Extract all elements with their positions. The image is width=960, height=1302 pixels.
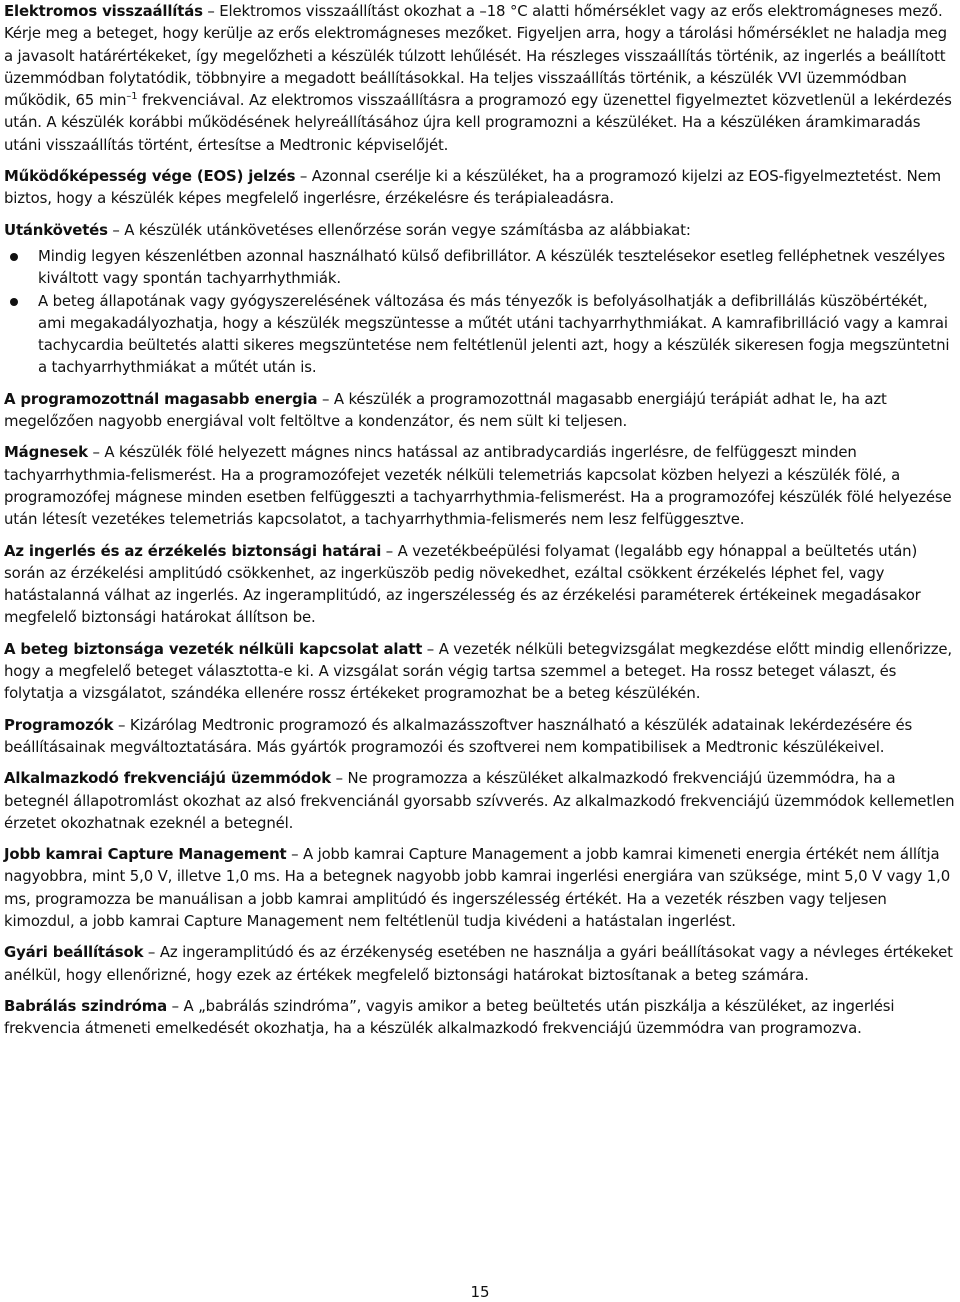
paragraph-capture-management <box>4 843 958 932</box>
paragraph-text: A készülék a programozottnál magasabb energiájú terápiát adhat le, ha azt megelőzően nagyobb energiával volt feltöltve a kondenzátor, és nem sült ki teljesen. <box>4 389 887 431</box>
term-heading: Jobb kamrai Capture Management <box>4 845 287 864</box>
term-heading: Babrálás szindróma <box>4 996 167 1015</box>
paragraph-text: Kizárólag Medtronic programozó és alkalmazásszoftver használható a készülék adatainak lekérdezésére és beállításainak megváltoztatására. Más gyártók programozói és szoftverei nem kompatibilisek a Medtronic készülékeivel. <box>4 715 913 756</box>
paragraph-eos-jelzes <box>4 165 958 210</box>
paragraph-magnesek <box>4 441 958 530</box>
paragraph-text-continued: frekvenciával. Az elektromos visszaállításra a programozó egy üzenettel figyelmeztet közvetlenül a lekérdezés után. A készülék korábbi működésének helyreállításához újra kell programozni a készüléket. Ha a készüléken áramkimaradás utáni visszaállítás történt, értesítse a Medtronic képviselőjét. <box>4 91 952 154</box>
superscript-exponent: –1 <box>126 91 138 103</box>
term-heading: A programozottnál magasabb energia <box>4 389 318 408</box>
term-dash: – <box>202 2 220 20</box>
term-dash: – <box>286 845 303 864</box>
term-heading: Mágnesek <box>4 443 88 462</box>
paragraph-alkalmazkodo <box>4 767 958 834</box>
paragraph-magasabb-energia <box>4 388 958 433</box>
paragraph-babralas-szindroma <box>4 995 958 1040</box>
term-dash: – <box>113 715 130 734</box>
term-heading: Működőképesség vége (EOS) jelzés <box>4 167 296 186</box>
term-dash: – <box>317 389 334 408</box>
term-dash: – <box>166 996 184 1015</box>
list-item-text: Mindig legyen készenlétben azonnal használható külső defibrillátor. A készülék tesztelésekor esetleg felléphetnek veszélyes kiváltott vagy spontán tachyarrhythmiák. <box>38 246 945 288</box>
paragraph-text: Elektromos visszaállítást okozhat a –18 °C alatti hőmérséklet vagy az erős elektromágneses mező. Kérje meg a beteget, hogy kerülje az erős elektromágneses mezőket. Figyeljen arra, hogy a tárolási hőmérséklet ne haladja meg a javasolt határértékeket, így megelőzheti a készülék túlzott lehűlését. Ha részleges visszaállítás történik, az ingerlés a beállított üzemmódban folytatódik, többnyire a megadott beállításokkal. Ha teljes visszaállítás történik, a készülék VVI üzemmódban működik, 65 min <box>4 2 947 110</box>
paragraph-text: A „babrálás szindróma”, vagyis amikor a beteg beültetés után piszkálja a készüléket, az ingerlési frekvencia átmeneti emelkedését okozhatja, ha a készülék alkalmazkodó frekvenciájú üzemmódra van programozva. <box>4 996 895 1038</box>
paragraph-text: Ne programozza a készüléket alkalmazkodó frekvenciájú üzemmódra, ha a betegnél állapotromlást okozhat az alsó frekvenciánál gyorsabb szívverés. Az alkalmazkodó frekvenciájú üzemmódok kellemetlen érzetet okozhatnak ezeknél a betegnél. <box>4 769 955 832</box>
paragraph-text: A készülék fölé helyezett mágnes nincs hatással az antibradycardiás ingerlésre, de felfüggeszt minden tachyarrhythmia-felismerést. Ha a programozófejet vezeték nélküli telemetriás kapcsolat közben helyezi a készülék fölé, a programozófej mágnese minden esetben felfüggeszti a tachyarrhythmia-felismerést. Ha a programozófej készülék fölé helyezése után létesít vezetékes telemetriás kapcsolatot, a tachyarrhythmia-felismerés nem lesz felfüggesztve. <box>4 443 952 529</box>
document-page <box>4 0 958 1048</box>
paragraph-biztonsagi-hatarai <box>4 540 958 629</box>
term-dash: – <box>331 769 348 788</box>
paragraph-utankovetes <box>4 219 958 241</box>
term-dash: – <box>143 943 160 962</box>
term-heading: Programozók <box>4 715 114 734</box>
paragraph-text: A jobb kamrai Capture Management a jobb kamrai kimeneti energia értékét nem állítja nagyobbra, mint 5,0 V, illetve 1,0 ms. Ha a betegnek nagyobb jobb kamrai ingerlési energiára van szüksége, mint 5,0 V vagy 1,0 ms, programozza be manuálisan a jobb kamrai amplitúdó és ingerszélesség értékét. Ha a vezeték részben vagy teljesen kimozdul, a jobb kamrai Capture Management nem feltétlenül tudja kivédeni a hatástalan ingerlést. <box>4 845 951 930</box>
term-dash: – <box>381 541 398 560</box>
term-heading: Az ingerlés és az érzékelés biztonsági határai <box>4 541 382 560</box>
term-heading: Alkalmazkodó frekvenciájú üzemmódok <box>4 769 331 788</box>
bullet-list <box>4 245 958 379</box>
list-item <box>4 245 958 290</box>
list-item-text: A beteg állapotának vagy gyógyszerelésének változása és más tényezők is befolyásolhatják a defibrillálás küszöbértékét, ami megakadályozhatja, hogy a készülék megszüntesse a műtét utáni tachyarrhythmiákat. A kamrafibrilláció vagy a kamrai tachycardia beültetés alatti sikeres megszüntetése nem feltétlenül jelenti azt, hogy a készülék sikeresen fogja megszüntetni a tachyarrhythmiákat a műtét után is. <box>38 291 950 377</box>
page-number: 15 <box>470 1283 490 1301</box>
term-dash: – <box>422 639 439 658</box>
bullet-icon <box>10 298 18 306</box>
list-item <box>4 290 958 379</box>
term-dash: – <box>295 167 312 186</box>
paragraph-text: A vezeték nélküli betegvizsgálat megkezdése előtt mindig ellenőrizze, hogy a megfelelő beteget választotta-e ki. A vizsgálat során végig tartsa szemmel a beteget. Ha rossz beteget választ, és folytatja a vizsgálatot, szándéka ellenére rossz értékeket programozhat be a beteg készülékén. <box>4 639 952 703</box>
term-dash: – <box>107 220 125 239</box>
bullet-icon <box>10 253 18 261</box>
paragraph-beteg-biztonsaga <box>4 638 958 705</box>
paragraph-gyari-beallitasok <box>4 941 958 986</box>
paragraph-programozok <box>4 714 958 759</box>
paragraph-text: A vezetékbeépülési folyamat (legalább egy hónappal a beültetés után) során az érzékelési amplitúdó csökkenhet, az ingerküszöb pedig növekedhet, ezáltal csökkent érzékelés léphet fel, vagy hatástalanná válhat az ingerlés. Az ingeramplitúdó, az ingerszélesség és az érzékelési paraméterek értékeinek megadásakor megfelelő biztonsági határokat állítson be. <box>4 541 921 627</box>
term-heading: Gyári beállítások <box>4 943 144 962</box>
term-heading: Elektromos visszaállítás <box>4 2 203 20</box>
term-heading: A beteg biztonsága vezeték nélküli kapcsolat alatt <box>4 639 423 658</box>
paragraph-text: Azonnal cserélje ki a készüléket, ha a programozó kijelzi az EOS-figyelmeztetést. Nem biztos, hogy a készülék képes megfelelő ingerlésre, érzékelésre és terápialeadásra. <box>4 167 942 208</box>
term-dash: – <box>87 443 105 462</box>
paragraph-text: Az ingeramplitúdó és az érzékenység esetében ne használja a gyári beállításokat vagy a névleges értékeket anélkül, hogy ellenőrizné, hogy ezek az értékek megfelelő biztonsági határokat biztosítanak a beteg számára. <box>4 943 953 984</box>
paragraph-elektromos-visszaallitas <box>4 0 958 156</box>
term-heading: Utánkövetés <box>4 220 108 239</box>
paragraph-text: A készülék utánkövetéses ellenőrzése során vegye számításba az alábbiakat: <box>124 220 691 239</box>
